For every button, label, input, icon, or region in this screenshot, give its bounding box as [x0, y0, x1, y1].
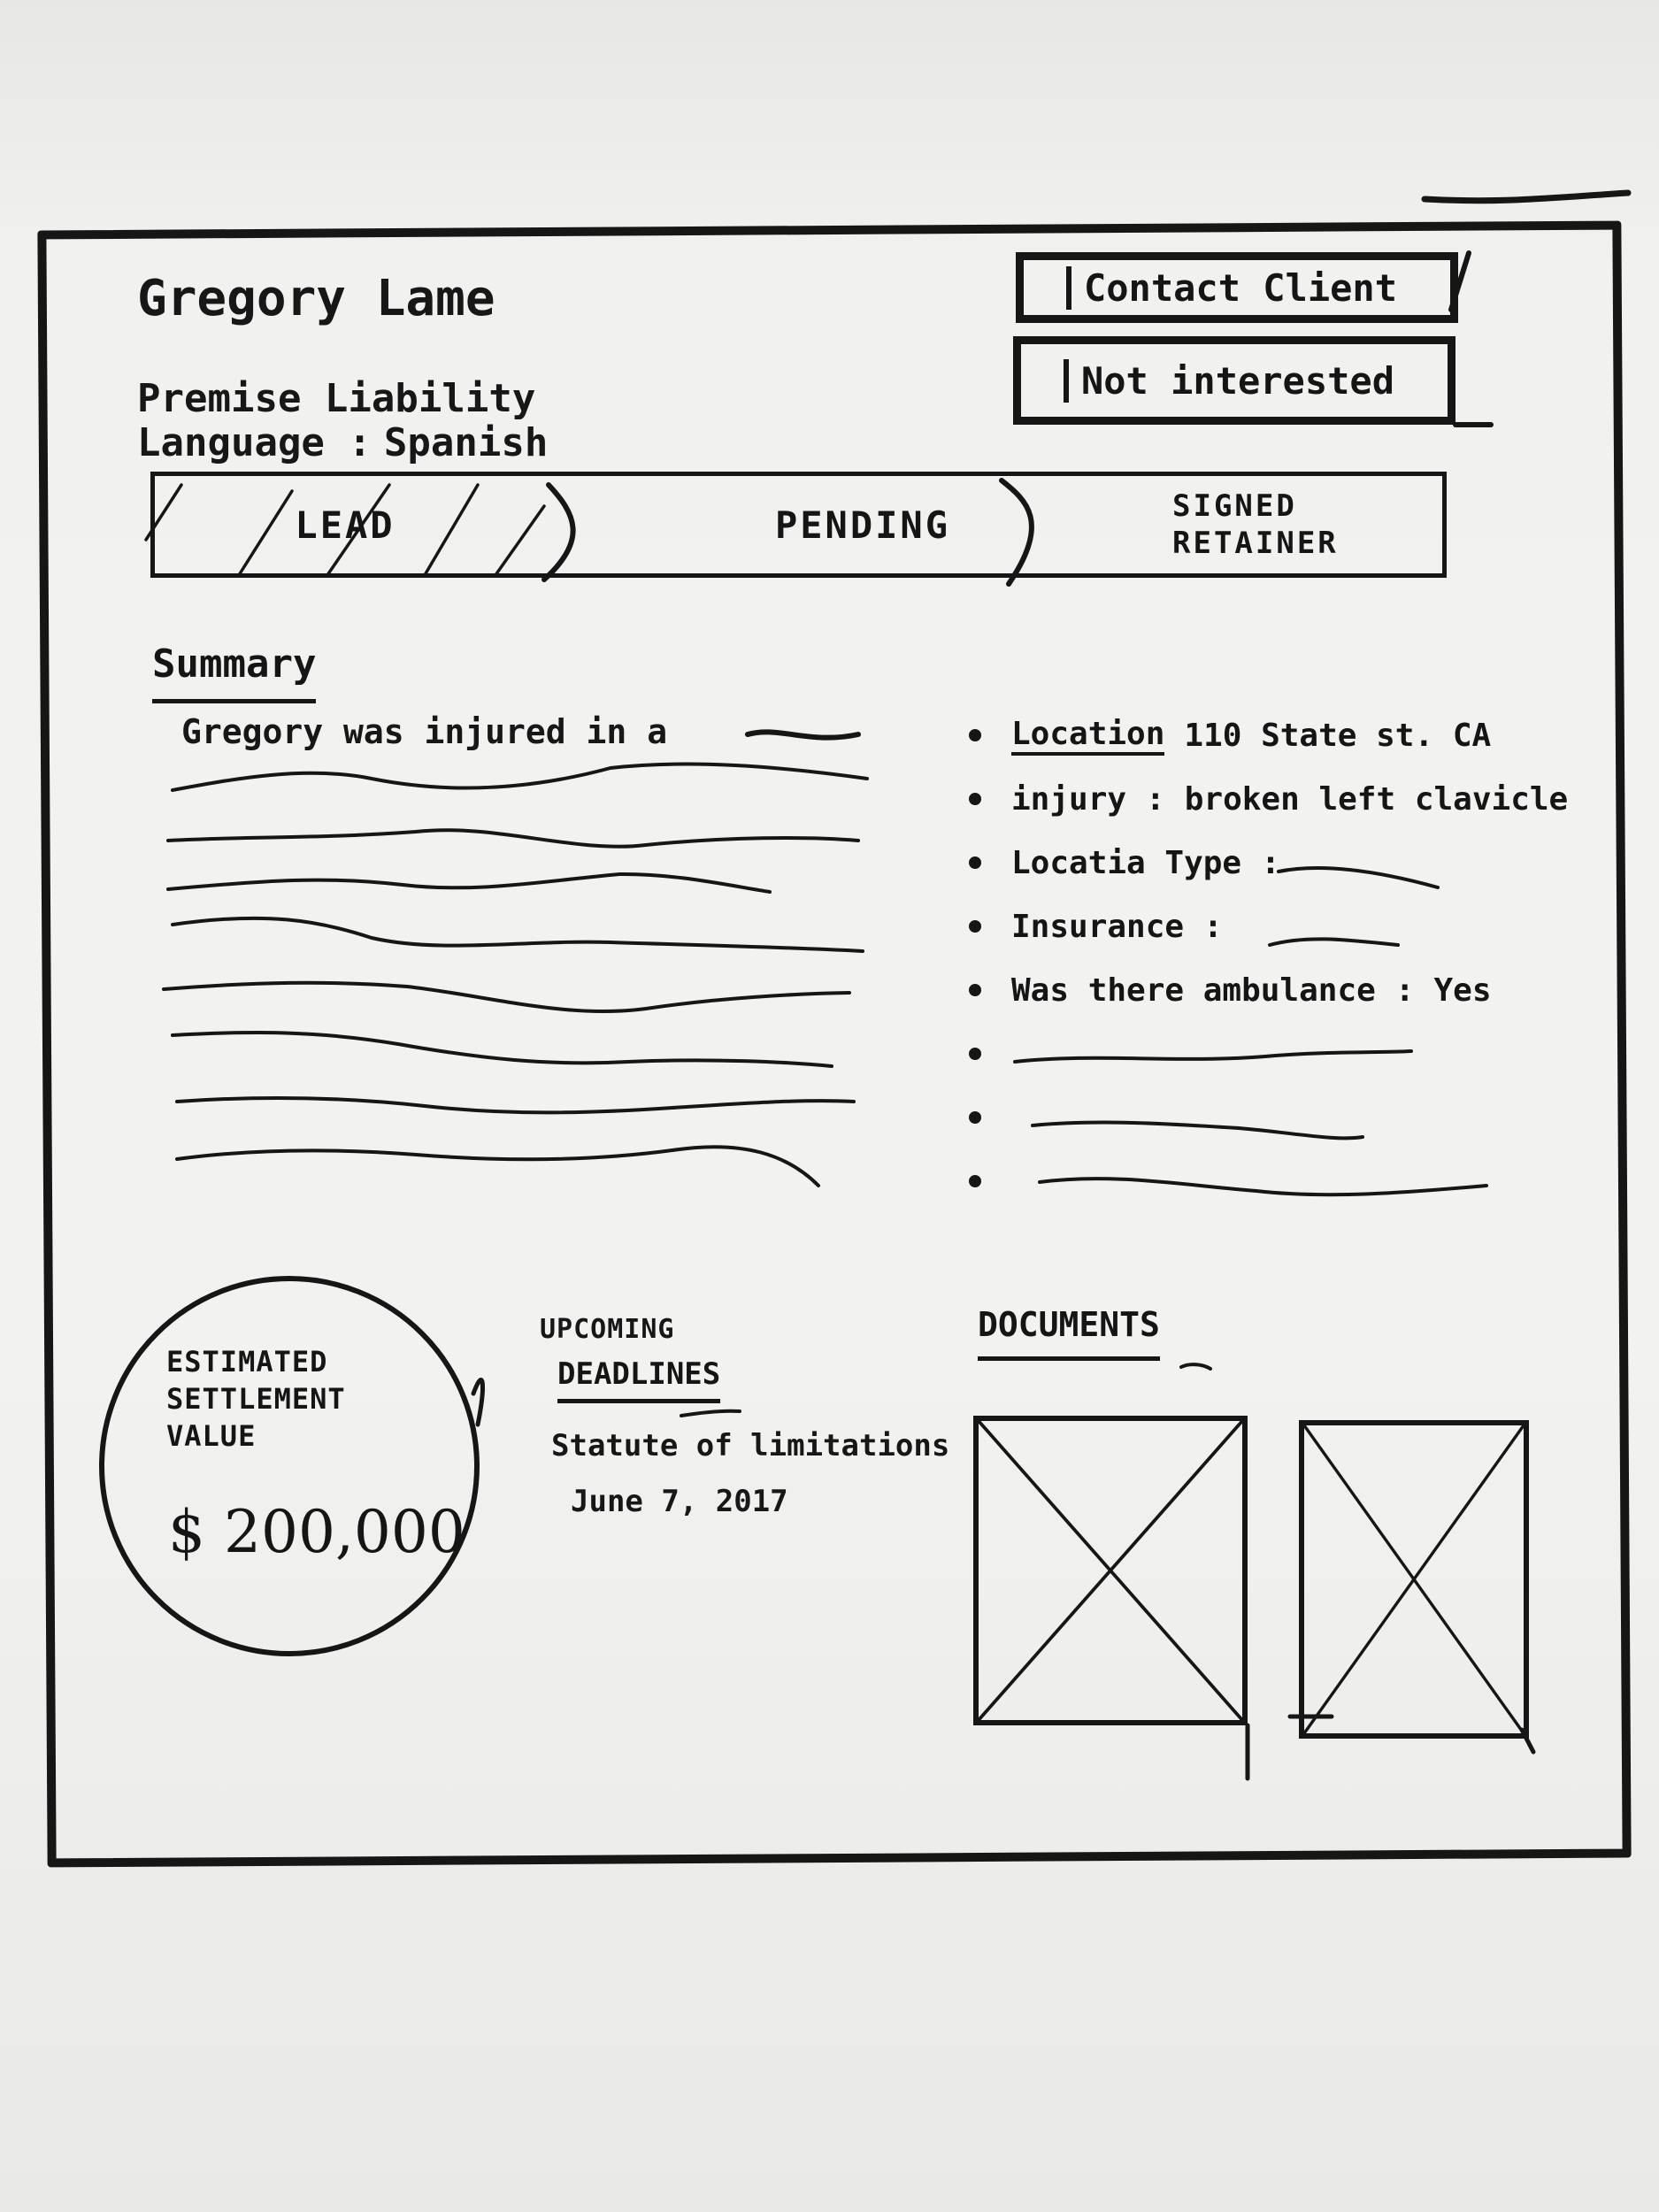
summary-text-start: Gregory was injured in a: [181, 712, 668, 751]
bullet-icon: [969, 1048, 981, 1060]
bullet-icon: [969, 984, 981, 996]
detail-separator: :: [1261, 844, 1280, 881]
contact-client-label: Contact Client: [1066, 266, 1408, 310]
detail-separator: :: [1394, 972, 1415, 1009]
bullet-icon: [969, 856, 981, 869]
deadlines-kicker: UPCOMING: [540, 1314, 675, 1345]
bullet-icon: [969, 920, 981, 933]
detail-separator: :: [1146, 780, 1165, 818]
stage-lead-label: LEAD: [295, 503, 396, 547]
deadlines-title: DEADLINES: [557, 1356, 720, 1403]
detail-label: injury: [1011, 780, 1127, 818]
detail-value: broken left clavicle: [1184, 780, 1569, 818]
image-placeholder-icon: [1304, 1425, 1524, 1733]
deadline-item-date: June 7, 2017: [571, 1484, 788, 1519]
stage-signed-retainer-label: SIGNED RETAINER: [1172, 488, 1339, 561]
document-thumbnail[interactable]: [973, 1416, 1248, 1725]
not-interested-label: Not interested: [1064, 359, 1405, 403]
stage-pending-label: PENDING: [774, 503, 950, 547]
detail-value: Yes: [1433, 972, 1492, 1009]
detail-placeholder: [969, 1022, 1606, 1086]
detail-location: [969, 703, 1606, 767]
estimated-settlement-card: [99, 1276, 480, 1656]
document-thumbnail[interactable]: [1299, 1420, 1529, 1739]
documents-title: DOCUMENTS: [978, 1305, 1160, 1361]
detail-ambulance: [969, 958, 1606, 1022]
language-label: Language :: [137, 420, 372, 465]
not-interested-button[interactable]: [1013, 336, 1455, 425]
stage-lead[interactable]: [155, 476, 571, 573]
summary-title: Summary: [152, 641, 316, 703]
settlement-value: $ 200,000: [168, 1498, 465, 1566]
detail-insurance: [969, 895, 1606, 958]
stage-signed-retainer[interactable]: [1172, 476, 1455, 573]
image-placeholder-icon: [979, 1421, 1242, 1720]
bullet-icon: [969, 729, 981, 741]
language-row: [137, 420, 548, 465]
client-name: Gregory Lame: [137, 270, 495, 327]
language-value: Spanish: [383, 420, 549, 465]
detail-label: Insurance: [1011, 908, 1185, 945]
detail-separator: :: [1203, 908, 1223, 945]
detail-value: 110 State st. CA: [1184, 717, 1492, 754]
settlement-label: ESTIMATED SETTLEMENT VALUE: [166, 1345, 346, 1453]
deadline-item-label: Statute of limitations: [551, 1428, 950, 1463]
detail-placeholder: [969, 1086, 1606, 1149]
detail-location-type: [969, 831, 1606, 895]
bullet-icon: [969, 793, 981, 805]
detail-placeholder: [969, 1149, 1606, 1213]
case-status-pipeline: [150, 472, 1447, 578]
contact-client-button[interactable]: [1016, 252, 1458, 323]
bullet-icon: [969, 1111, 981, 1124]
case-details-list: [969, 703, 1606, 1213]
detail-injury: [969, 767, 1606, 831]
bullet-icon: [969, 1175, 981, 1187]
case-type: Premise Liability: [137, 376, 536, 421]
detail-label: Was there ambulance: [1011, 972, 1376, 1009]
detail-label: Locatia Type: [1011, 844, 1242, 881]
detail-label: Location: [1011, 716, 1164, 756]
stage-pending[interactable]: [580, 476, 1146, 573]
